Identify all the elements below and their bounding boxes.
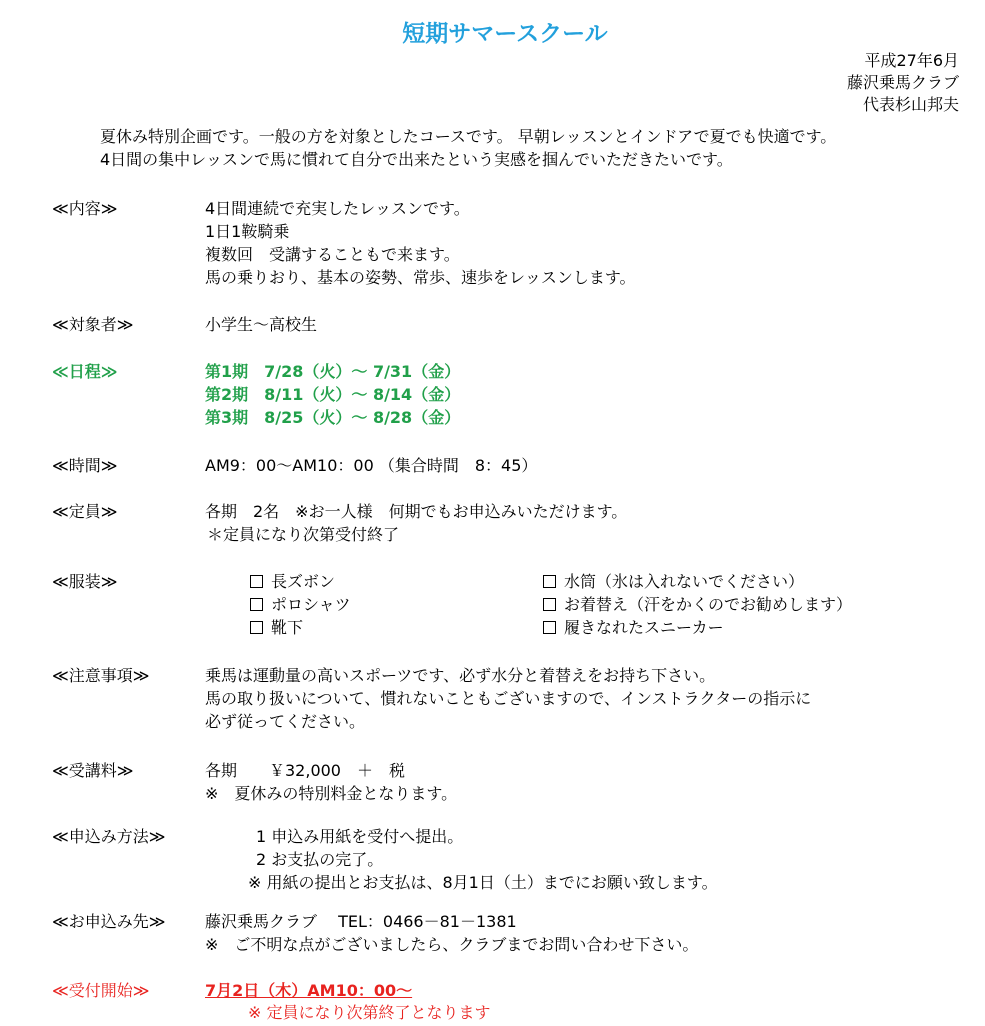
clothing-item: 靴下 (250, 617, 303, 639)
intro-line-1: 夏休み特別企画です。一般の方を対象としたコースです。 早朝レッスンとインドアで夏でも快適です。 (100, 127, 837, 146)
fee-line: 各期 ￥32,000 ＋ 税 (205, 761, 405, 780)
time-value: AM9：00～AM10：00 （集合時間 8：45） (205, 456, 538, 475)
reception-note: ※ 定員になり次第終了となります (248, 1003, 491, 1022)
time-label: ≪時間≫ (52, 456, 118, 475)
schedule-label: ≪日程≫ (52, 362, 118, 381)
target-value: 小学生～高校生 (205, 315, 318, 334)
schedule-line: 第2期 8/11（火）～ 8/14（金） (205, 385, 461, 404)
content-line: 馬の乗りおり、基本の姿勢、常歩、速歩をレッスンします。 (205, 268, 636, 287)
clothing-item: 長ズボン (250, 571, 335, 593)
schedule-line: 第1期 7/28（火）～ 7/31（金） (205, 362, 461, 381)
capacity-line: 各期 2名 ※お一人様 何期でもお申込みいただけます。 (205, 502, 628, 521)
clothing-item: ポロシャツ (250, 594, 351, 616)
apply-to-label: ≪お申込み先≫ (52, 912, 166, 931)
apply-method-line: ※ 用紙の提出とお支払は、8月1日（土）までにお願い致します。 (248, 873, 718, 892)
notes-line: 馬の取り扱いについて、慣れないこともございますので、インストラクターの指示に (205, 689, 812, 708)
capacity-label: ≪定員≫ (52, 502, 118, 521)
schedule-line: 第3期 8/25（火）～ 8/28（金） (205, 408, 461, 427)
clothing-label: ≪服装≫ (52, 572, 118, 591)
clothing-item: 水筒（氷は入れないでください） (543, 571, 804, 593)
checkbox-icon (250, 598, 263, 611)
apply-to-line: ※ ご不明な点がございましたら、クラブまでお問い合わせ下さい。 (205, 935, 699, 954)
notes-line: 必ず従ってください。 (205, 712, 366, 731)
reception-label: ≪受付開始≫ (52, 981, 150, 1000)
capacity-line: ＊定員になり次第受付終了 (207, 525, 400, 544)
checkbox-icon (250, 575, 263, 588)
checkbox-icon (543, 621, 556, 634)
content-line: 複数回 受講することもで来ます。 (205, 245, 460, 264)
clothing-item: お着替え（汗をかくのでお勧めします） (543, 594, 852, 616)
header-representative: 代表杉山邦夫 (862, 95, 959, 114)
apply-method-line: 2 お支払の完了。 (256, 850, 384, 869)
apply-method-line: 1 申込み用紙を受付へ提出。 (256, 827, 464, 846)
notes-line: 乗馬は運動量の高いスポーツです、必ず水分と着替えをお持ち下さい。 (205, 666, 716, 685)
fee-line: ※ 夏休みの特別料金となります。 (205, 784, 458, 803)
checkbox-icon (543, 575, 556, 588)
content-label: ≪内容≫ (52, 199, 118, 218)
target-label: ≪対象者≫ (52, 315, 134, 334)
intro-line-2: 4日間の集中レッスンで馬に慣れて自分で出来たという実感を掴んでいただきたいです。 (100, 150, 733, 169)
page-title: 短期サマースクール (402, 21, 608, 47)
fee-label: ≪受講料≫ (52, 761, 134, 780)
reception-date: 7月2日（木）AM10：00～ (205, 981, 413, 1000)
apply-to-line: 藤沢乗馬クラブ TEL：0466－81－1381 (205, 912, 517, 931)
notes-label: ≪注意事項≫ (52, 666, 150, 685)
header-club: 藤沢乗馬クラブ (846, 73, 959, 92)
content-line: 1日1鞍騎乗 (205, 222, 290, 241)
checkbox-icon (543, 598, 556, 611)
checkbox-icon (250, 621, 263, 634)
header-date: 平成27年6月 (864, 51, 959, 70)
clothing-item: 履きなれたスニーカー (543, 617, 724, 639)
content-line: 4日間連続で充実したレッスンです。 (205, 199, 470, 218)
apply-method-label: ≪申込み方法≫ (52, 827, 166, 846)
